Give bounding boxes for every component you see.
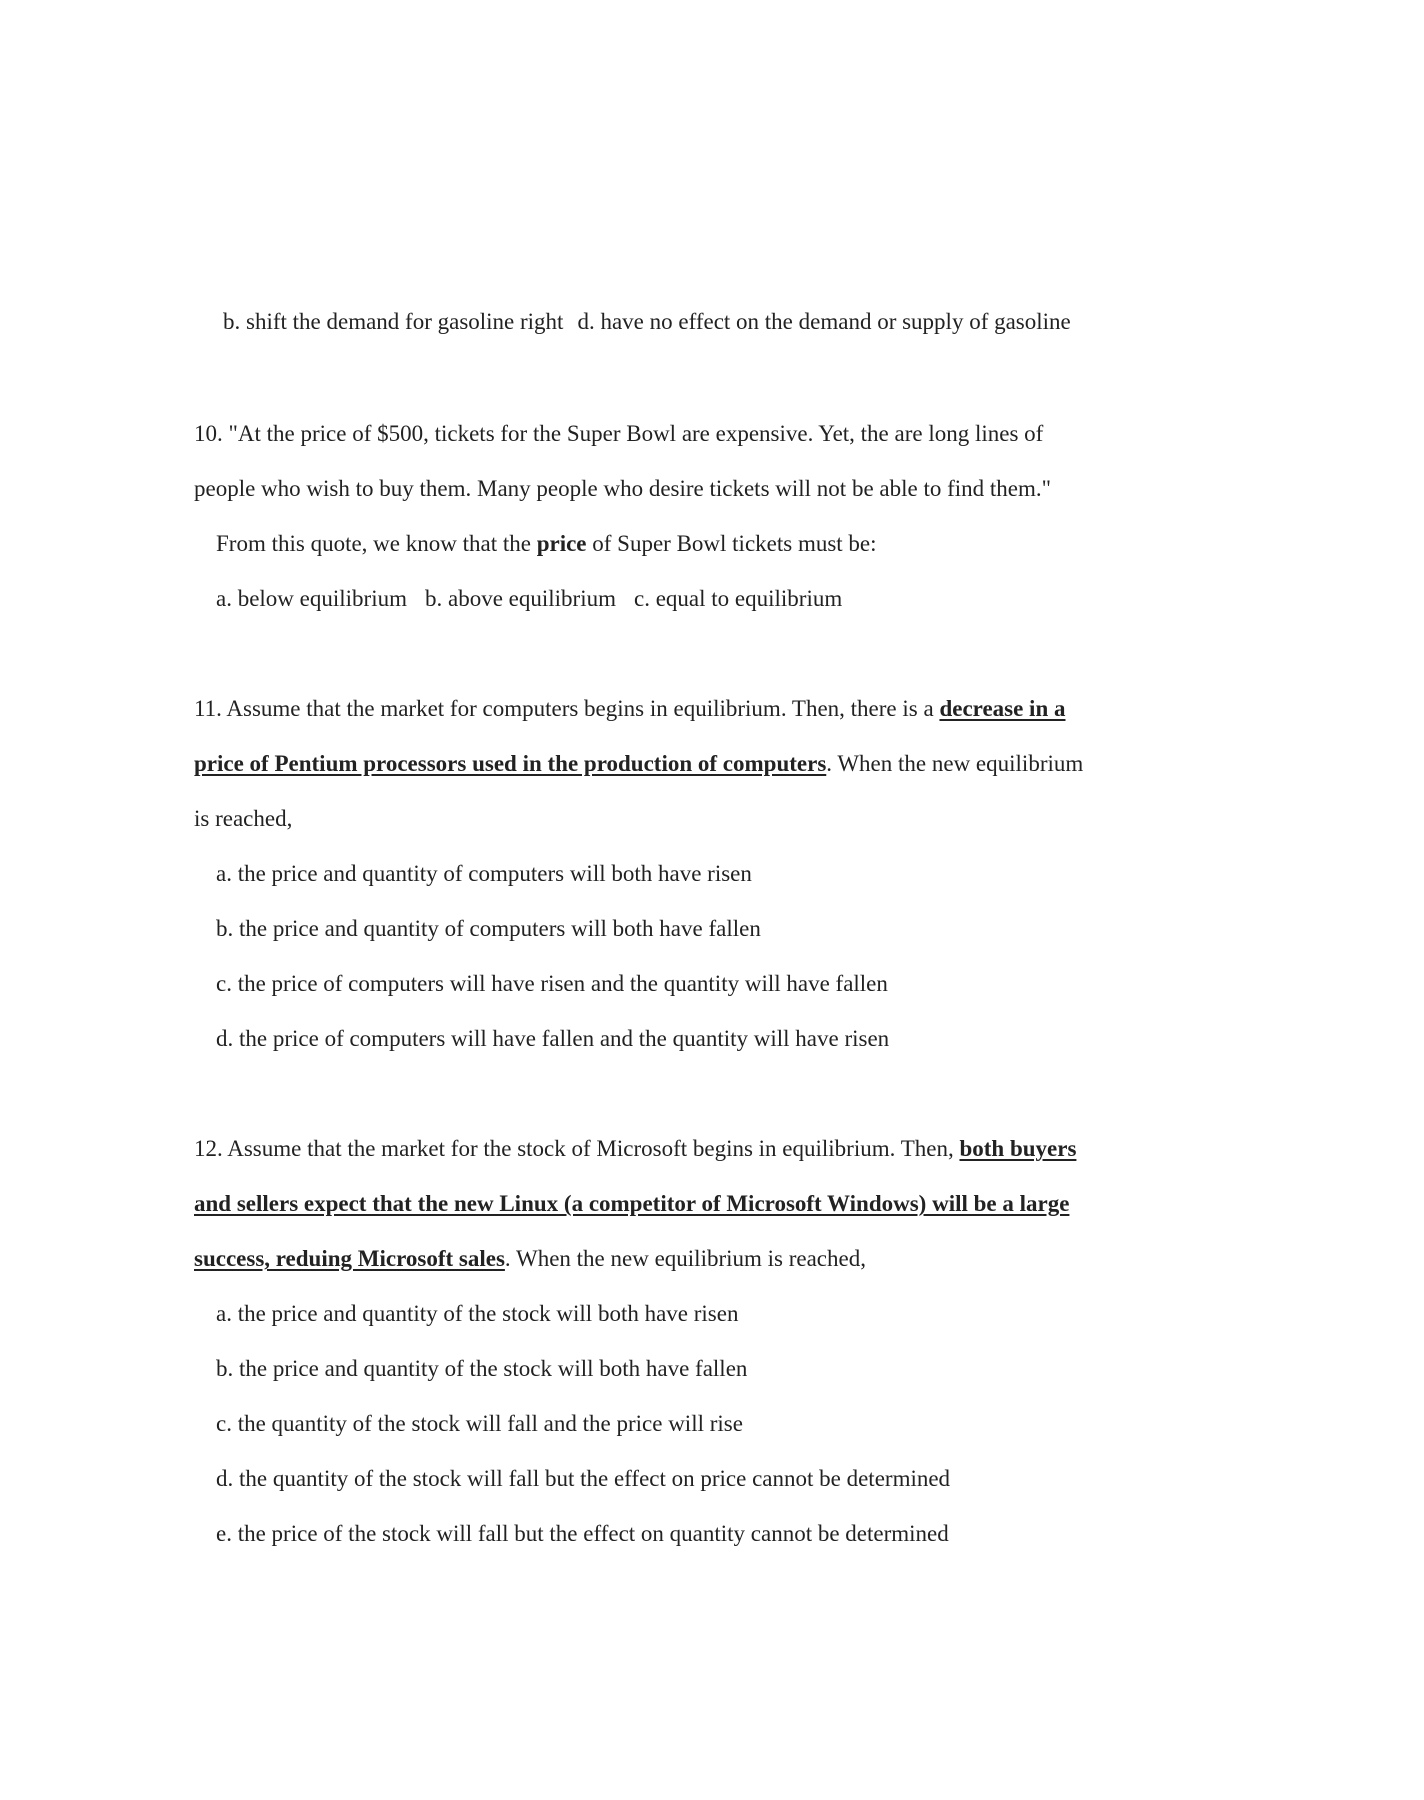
- q10-line-2: people who wish to buy them. Many people who desire tickets will not be able to find them.": [194, 476, 1052, 501]
- q12-emphasis-3: success, reduing Microsoft sales: [194, 1246, 505, 1271]
- prev-option-d: d. have no effect on the demand or supply of gasoline: [577, 309, 1071, 334]
- q11-emphasis-1: decrease in a: [939, 696, 1066, 721]
- q12-line-3-text: . When the new equilibrium is reached,: [504, 1246, 866, 1271]
- q10-options-line: [216, 585, 842, 613]
- q11-option-c: c. the price of computers will have risen and the quantity will have fallen: [216, 971, 888, 996]
- q12-emphasis-1: both buyers: [959, 1136, 1077, 1161]
- q12-line-1: [194, 1135, 1076, 1163]
- q12-option-c: c. the quantity of the stock will fall and the price will rise: [216, 1411, 743, 1436]
- q11-line-1: [194, 695, 1066, 723]
- q10-stem-bold: price: [536, 531, 587, 556]
- q11-line-2: [194, 750, 1083, 778]
- q10-option-c: c. equal to equilibrium: [634, 586, 843, 611]
- q11-option-a: a. the price and quantity of computers will both have risen: [216, 861, 752, 886]
- q12-line-3: [194, 1245, 866, 1273]
- q12-option-d: d. the quantity of the stock will fall but the effect on price cannot be determined: [216, 1466, 951, 1491]
- q12-option-a: a. the price and quantity of the stock will both have risen: [216, 1301, 739, 1326]
- q12-option-b: b. the price and quantity of the stock will both have fallen: [216, 1356, 748, 1381]
- q12-line-2: [194, 1190, 1069, 1218]
- q11-line-3: is reached,: [194, 806, 293, 831]
- q10-option-a: a. below equilibrium: [216, 586, 407, 611]
- prev-option-b: b. shift the demand for gasoline right: [223, 309, 564, 334]
- q12-option-e: e. the price of the stock will fall but the effect on quantity cannot be determined: [216, 1521, 949, 1546]
- q10-stem: [216, 530, 877, 558]
- q11-option-b: b. the price and quantity of computers will both have fallen: [216, 916, 761, 941]
- prev-options-line: [223, 308, 1071, 336]
- q10-option-b: b. above equilibrium: [425, 586, 616, 611]
- q11-line-1-text: 11. Assume that the market for computers begins in equilibrium. Then, there is a: [194, 696, 940, 721]
- q11-emphasis-2: price of Pentium processors used in the production of computers: [194, 751, 827, 776]
- q11-line-2-text: . When the new equilibrium: [826, 751, 1084, 776]
- q12-line-1-text: 12. Assume that the market for the stock of Microsoft begins in equilibrium. Then,: [194, 1136, 960, 1161]
- q10-line-1: 10. "At the price of $500, tickets for the Super Bowl are expensive. Yet, the are long lines of: [194, 421, 1044, 446]
- q10-stem-pre: From this quote, we know that the: [216, 531, 537, 556]
- q12-emphasis-2: and sellers expect that the new Linux (a competitor of Microsoft Windows) will be a large: [194, 1191, 1070, 1216]
- q11-option-d: d. the price of computers will have fallen and the quantity will have risen: [216, 1026, 890, 1051]
- q10-stem-post: of Super Bowl tickets must be:: [586, 531, 877, 556]
